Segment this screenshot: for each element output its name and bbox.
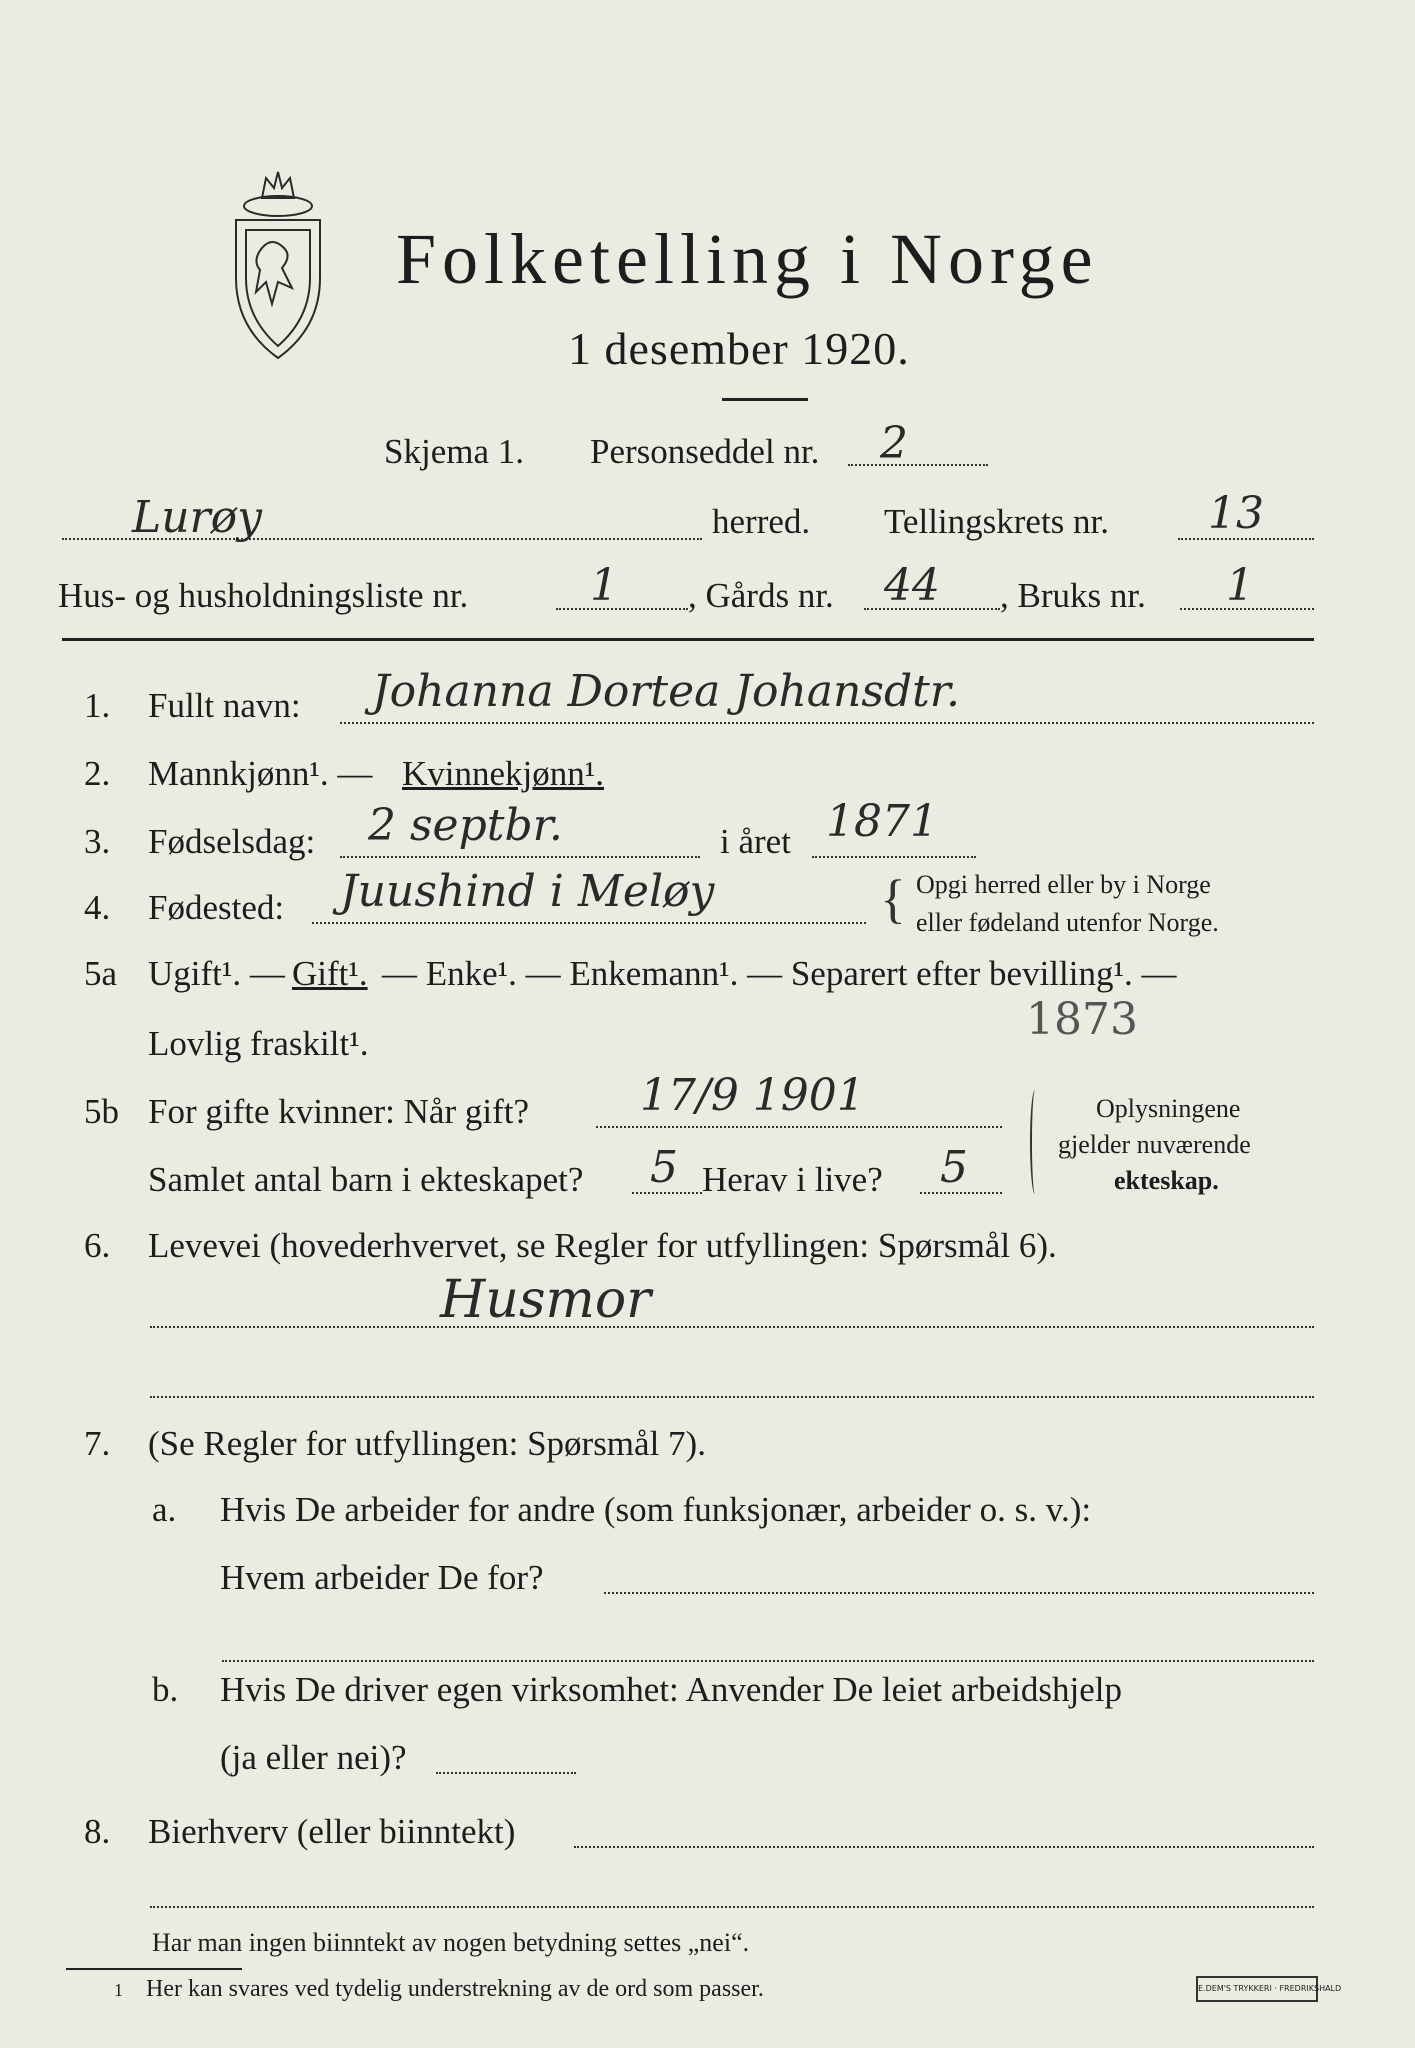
q3-label: Fødselsdag: <box>148 822 316 861</box>
personseddel-value[interactable]: 2 <box>880 418 908 469</box>
form-date: 1 desember 1920. <box>568 323 910 374</box>
q6-line-1 <box>150 1326 1314 1328</box>
bruks-value[interactable]: 1 <box>1226 560 1254 611</box>
children-alive-value[interactable]: 5 <box>940 1142 968 1193</box>
q8-label: Bierhverv (eller biinntekt) <box>148 1812 516 1851</box>
q7b-label-2: (ja eller nei)? <box>220 1738 407 1777</box>
q4-note-2: eller fødeland utenfor Norge. <box>916 908 1219 937</box>
birthday-value[interactable]: 2 septbr. <box>368 800 563 851</box>
q2-number: 2. <box>84 754 111 793</box>
q7b-label: Hvis De driver egen virksomhet: Anvender De leiet arbeidshjelp <box>220 1670 1122 1709</box>
herred-label: herred. <box>712 502 811 541</box>
q7a-number: a. <box>152 1490 177 1529</box>
birth-year-value[interactable]: 1871 <box>826 796 938 847</box>
personseddel-label: Personseddel nr. <box>590 432 820 471</box>
footnote-rule <box>66 1968 242 1970</box>
form-title: Folketelling i Norge <box>396 219 1099 299</box>
birthplace-value[interactable]: Juushind i Meløy <box>340 866 715 917</box>
q5a-options: — Enke¹. — Enkemann¹. — Separert efter bevilling¹. — <box>382 954 1177 993</box>
q5b-note-3: ekteskap. <box>1114 1166 1219 1195</box>
q5b-note-1: Oplysningene <box>1096 1094 1241 1123</box>
children-total-value[interactable]: 5 <box>650 1142 678 1193</box>
q4-label: Fødested: <box>148 888 285 927</box>
hus-line <box>556 608 688 610</box>
q7-number: 7. <box>84 1424 111 1463</box>
q5b-brace <box>1030 1090 1040 1194</box>
q4-brace: { <box>880 869 906 929</box>
hus-value[interactable]: 1 <box>590 560 618 611</box>
q5a-line2: Lovlig fraskilt¹. <box>148 1024 369 1063</box>
footer-note: Har man ingen biinntekt av nogen betydning settes „nei“. <box>152 1928 750 1957</box>
married-date-value[interactable]: 17/9 1901 <box>640 1070 865 1121</box>
herred-value[interactable]: Lurøy <box>132 492 262 543</box>
q5a-annotation: 1873 <box>1026 994 1138 1045</box>
q7a-line-2[interactable] <box>222 1660 1314 1662</box>
q6-number: 6. <box>84 1226 111 1265</box>
q5b-number: 5b <box>84 1092 119 1131</box>
q8-number: 8. <box>84 1812 111 1851</box>
q8-line-1[interactable] <box>574 1846 1314 1848</box>
q1-number: 1. <box>84 686 111 725</box>
q4-line <box>312 922 866 924</box>
full-name-value[interactable]: Johanna Dortea Johansdtr. <box>372 666 960 717</box>
q5a-ugift: Ugift¹. — <box>148 954 285 993</box>
gards-value[interactable]: 44 <box>884 560 940 611</box>
footnote-number: 1 <box>114 1980 123 2000</box>
q3-number: 3. <box>84 822 111 861</box>
printer-stamp: E.DEM'S TRYKKERI · FREDRIKSHALD <box>1196 1976 1318 2002</box>
q4-number: 4. <box>84 888 111 927</box>
q5b-label: For gifte kvinner: Når gift? <box>148 1092 530 1131</box>
q7b-line[interactable] <box>436 1772 576 1774</box>
coat-of-arms-icon <box>222 158 334 363</box>
q1-line <box>340 722 1314 724</box>
gards-label: , Gårds nr. <box>688 576 834 615</box>
q2-mann: Mannkjønn¹. — <box>148 754 373 793</box>
q3-year-line <box>812 856 976 858</box>
bruks-label: , Bruks nr. <box>1000 576 1146 615</box>
tellingskrets-value[interactable]: 13 <box>1208 488 1264 539</box>
q7-label: (Se Regler for utfyllingen: Spørsmål 7). <box>148 1424 706 1463</box>
q7b-number: b. <box>152 1670 179 1709</box>
title-divider <box>722 398 808 401</box>
q5b-barn-label: Samlet antal barn i ekteskapet? <box>148 1160 584 1199</box>
q6-line-2 <box>150 1396 1314 1398</box>
occupation-value[interactable]: Husmor <box>440 1270 651 1330</box>
q3-line <box>340 856 700 858</box>
q7a-line-1[interactable] <box>604 1592 1314 1594</box>
q7a-label-2: Hvem arbeider De for? <box>220 1558 544 1597</box>
q2-kvinne[interactable]: Kvinnekjønn¹. <box>402 754 605 793</box>
q7a-label: Hvis De arbeider for andre (som funksjonær, arbeider o. s. v.): <box>220 1490 1092 1529</box>
q1-label: Fullt navn: <box>148 686 301 725</box>
hus-label: Hus- og husholdningsliste nr. <box>58 576 469 615</box>
q5a-number: 5a <box>84 954 118 993</box>
skjema-label: Skjema 1. <box>384 432 524 471</box>
q5b-live-label: Herav i live? <box>702 1160 883 1199</box>
header-rule <box>62 638 1314 641</box>
q3-year-label: i året <box>720 822 791 861</box>
footnote-text: Her kan svares ved tydelig understrekning av de ord som passer. <box>146 1976 764 2002</box>
q4-note-1: Opgi herred eller by i Norge <box>916 870 1211 899</box>
q8-line-2[interactable] <box>150 1906 1314 1908</box>
tellingskrets-label: Tellingskrets nr. <box>884 502 1110 541</box>
q5b-note-2: gjelder nuværende <box>1058 1130 1251 1159</box>
q5b-line <box>596 1126 1002 1128</box>
personseddel-line <box>848 464 988 466</box>
q6-label: Levevei (hovederhvervet, se Regler for utfyllingen: Spørsmål 6). <box>148 1226 1057 1265</box>
q5a-gift[interactable]: Gift¹. <box>292 954 368 993</box>
